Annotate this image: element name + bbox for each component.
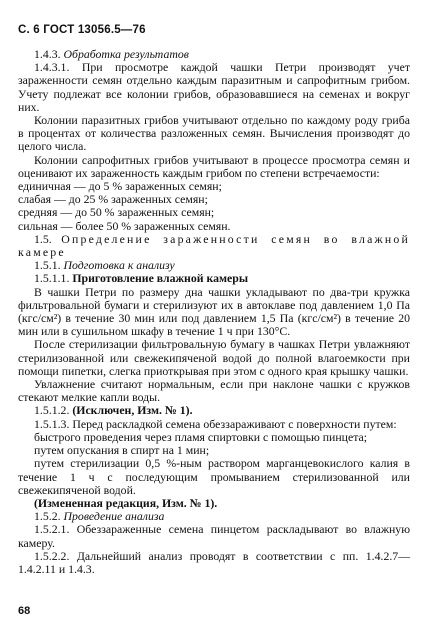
- paragraph: 1.5.2.1. Обеззараженные семена пинцетом раскладывают во влажную камеру.: [18, 522, 411, 550]
- paragraph: Колонии паразитных грибов учитывают отдельно по каждому роду гриба в процентах от количества разложенных семян. Вычисления производят до целого числа.: [18, 113, 410, 154]
- section-heading: 1.5.1. Подготовка к анализу: [34, 258, 175, 273]
- paragraph: 1.5.2.2. Дальнейший анализ проводят в соответствии с пп. 1.4.2.7—1.4.2.11 и 1.4.3.: [18, 548, 410, 576]
- section-heading: 1.5.2. Проведение анализа: [34, 509, 165, 524]
- paragraph: После стерилизации фильтровальную бумагу в чашках Петри увлажняют стерилизованной или свежекипяченой водой до полной влагоемкости при помощи пипетки, слегка приоткрывая при этом с одного края крышку чашки.: [18, 337, 410, 378]
- degree-item: сильная — более 50 % зараженных семян.: [18, 218, 231, 233]
- amendment-note: (Измененная редакция, Изм. № 1).: [34, 495, 218, 510]
- section-heading: 1.5.1.1. Приготовление влажной камеры: [34, 271, 249, 286]
- document-body: [18, 48, 410, 576]
- section-heading: 1.5.1.2. (Исключен, Изм. № 1).: [34, 403, 193, 418]
- section-heading: 1.4.3. Обработка результатов: [34, 47, 189, 61]
- degree-item: единичная — до 5 % зараженных семян;: [18, 179, 222, 194]
- page-number: 68: [18, 605, 31, 617]
- paragraph: 1.5.1.3. Перед раскладкой семена обеззараживают с поверхности путем:: [34, 416, 397, 431]
- paragraph: путем опускания в спирт на 1 мин;: [34, 443, 210, 458]
- paragraph: путем стерилизации 0,5 %-ным раствором марганцевокислого калия в течение 1 ч с последующим промыванием стерилизованной или свежекипяченой водой.: [18, 456, 410, 497]
- paragraph: В чашки Петри по размеру дна чашки укладывают по два-три кружка фильтровальной бумаги и стерилизуют их в автоклаве под давлением 1,0 Па (кгс/см²) в течение 30 мин или под давлением 1,5 Па (кгс/см²) в течение 20 мин или в сушильном шкафу в течение 1 ч при 130°С.: [18, 284, 410, 339]
- paragraph: Увлажнение считают нормальным, если при наклоне чашки с кружков стекают мелкие капли воды.: [18, 377, 410, 405]
- paragraph: Колонии сапрофитных грибов учитывают в процессе просмотра семян и оценивают их зараженность каждым грибом по степени встречаемости:: [18, 152, 410, 180]
- degree-item: слабая — до 25 % зараженных семян;: [18, 192, 208, 207]
- section-heading: 1.5. Определение зараженности семян во влажной камере: [18, 231, 410, 260]
- running-header: С. 6 ГОСТ 13056.5—76: [18, 24, 146, 36]
- degree-item: средняя — до 50 % зараженных семян;: [18, 205, 215, 220]
- paragraph: быстрого проведения через пламя спиртовки с помощью пинцета;: [34, 429, 368, 444]
- paragraph: 1.4.3.1. При просмотре каждой чашки Петри производят учет зараженности семян отдельно каждым паразитным и сапрофитным грибом. Учету подлежат все колонии грибов, образовавшиеся на семенах и вокруг них.: [18, 60, 410, 114]
